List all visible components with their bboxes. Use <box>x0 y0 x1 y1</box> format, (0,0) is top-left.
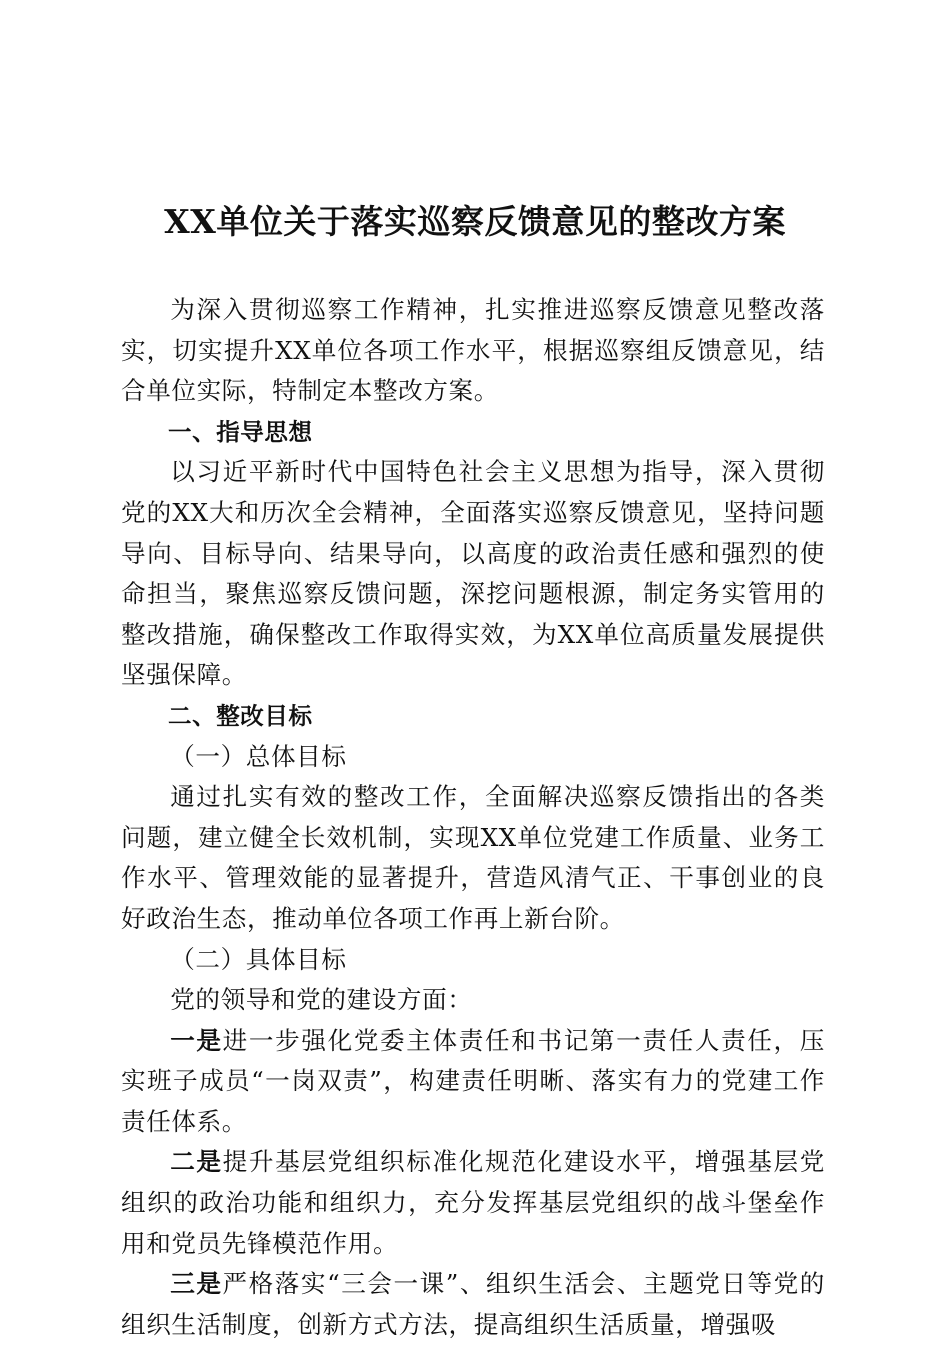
party-building-area-label: 党的领导和党的建设方面： <box>170 985 473 1015</box>
goal-item-2-lead: 二是 <box>170 1147 223 1177</box>
section-heading-guiding-thought: 一、指导思想 <box>168 417 313 446</box>
subheading-overall-goal: （一）总体目标 <box>170 741 347 771</box>
overall-goal-paragraph: 通过扎实有效的整改工作，全面解决巡察反馈指出的各类问题，建立健全长效机制，实现XX单位党建工作质量、业务工作水平、管理效能的显著提升，营造风清气正、干事创业的良好政治生态，推动单位各项工作再上新台阶。 <box>121 782 825 933</box>
goal-item-2 <box>121 1142 825 1264</box>
goal-item-1 <box>121 1021 825 1143</box>
intro-paragraph: 为深入贯彻巡察工作精神，扎实推进巡察反馈意见整改落实，切实提升XX单位各项工作水平，根据巡察组反馈意见，结合单位实际，特制定本整改方案。 <box>121 295 825 406</box>
goal-item-3-lead: 三是 <box>170 1269 223 1299</box>
goal-item-3-text: 严格落实“三会一课”、组织生活会、主题党日等党的组织生活制度，创新方式方法，提高组织生活质量，增强吸 <box>121 1269 825 1339</box>
goal-item-1-text: 进一步强化党委主体责任和书记第一责任人责任，压实班子成员“一岗双责”，构建责任明晰、落实有力的党建工作责任体系。 <box>121 1025 825 1136</box>
goal-item-3 <box>121 1264 825 1345</box>
goal-item-2-text: 提升基层党组织标准化规范化建设水平，增强基层党组织的政治功能和组织力，充分发挥基层党组织的战斗堡垒作用和党员先锋模范作用。 <box>121 1147 825 1258</box>
goal-item-1-lead: 一是 <box>170 1025 223 1055</box>
guiding-thought-paragraph: 以习近平新时代中国特色社会主义思想为指导，深入贯彻党的XX大和历次全会精神，全面落实巡察反馈意见，坚持问题导向、目标导向、结果导向，以高度的政治责任感和强烈的使命担当，聚焦巡察反馈问题，深挖问题根源，制定务实管用的整改措施，确保整改工作取得实效，为XX单位高质量发展提供坚强保障。 <box>121 457 825 690</box>
document-title: XX单位关于落实巡察反馈意见的整改方案 <box>164 202 786 241</box>
subheading-specific-goals: （二）具体目标 <box>170 944 347 974</box>
document-body <box>121 290 825 1345</box>
section-heading-goals: 二、整改目标 <box>168 701 313 730</box>
